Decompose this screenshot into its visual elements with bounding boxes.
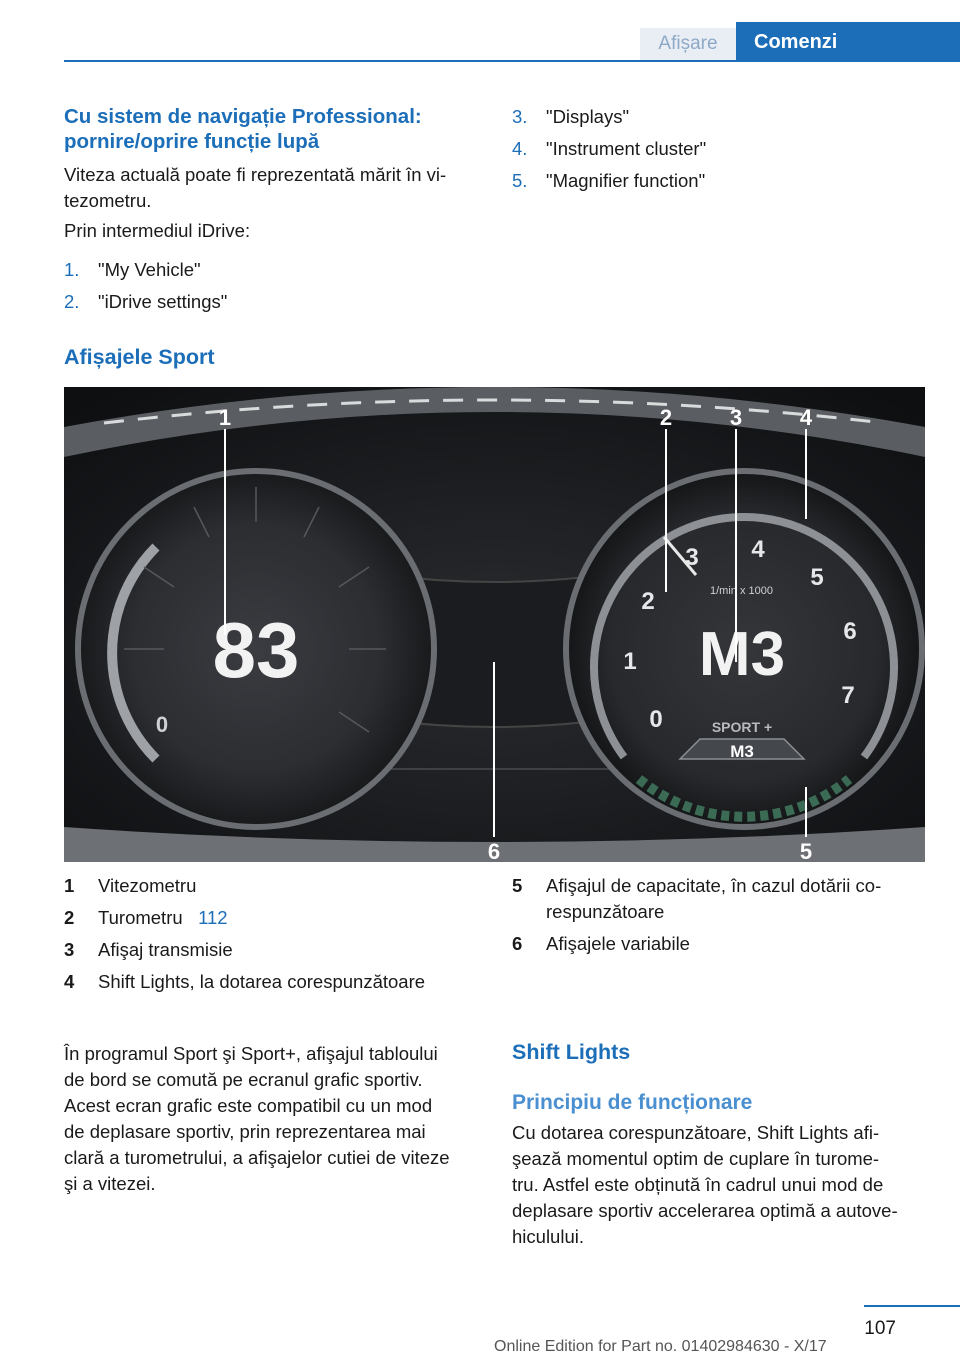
paragraph-line: În programul Sport şi Sport+, afişajul tabloului	[64, 1043, 438, 1064]
callout-5: 5	[799, 839, 813, 862]
legend-text: Afişaj transmisie	[98, 939, 233, 960]
nav-paragraph-line1: Viteza actuală poate fi reprezentată mărit în vi‐	[64, 164, 447, 185]
shift-lights-heading: Shift Lights	[512, 1040, 631, 1064]
step-item	[64, 289, 227, 315]
paragraph-line: deplasare sportiv accelerarea optimă a autove‐	[512, 1200, 898, 1221]
legend-text-continued: respunzătoare	[546, 901, 665, 922]
step-number: 2.	[64, 291, 80, 312]
legend-text: Shift Lights, la dotarea corespunzătoare	[98, 971, 426, 992]
paragraph-line: Acest ecran grafic este compatibil cu un mod	[64, 1095, 433, 1116]
callout-3: 3	[729, 405, 743, 430]
step-number: 5.	[512, 170, 528, 191]
nav-heading-line1: Cu sistem de navigație Professional:	[64, 105, 422, 128]
paragraph-line: şează momentul optim de cuplare în turome‐	[512, 1148, 880, 1169]
legend-item	[64, 937, 233, 963]
callout-6: 6	[487, 839, 501, 862]
legend-item	[512, 931, 690, 957]
step-item	[512, 104, 629, 130]
legend-text: Afişajele variabile	[546, 933, 690, 954]
legend-item	[64, 905, 228, 931]
callout-2: 2	[659, 405, 673, 430]
tab-controls-label: Comenzi	[754, 31, 838, 53]
rpm-tick: 7	[841, 682, 855, 709]
nav-heading-line2: pornire/oprire funcție lupă	[64, 130, 320, 153]
rpm-tick: 4	[751, 536, 765, 563]
paragraph-line: de bord se comută pe ecranul grafic sportiv.	[64, 1069, 423, 1090]
step-text: "My Vehicle"	[98, 259, 201, 280]
paragraph-line: tru. Astfel este obținută în cadrul unui mod de	[512, 1174, 884, 1195]
legend-number: 4	[64, 971, 75, 992]
page-header	[0, 0, 960, 62]
edition-footer: Online Edition for Part no. 01402984630 - X/17	[494, 1338, 827, 1355]
nav-heading	[64, 104, 422, 154]
speed-readout: 83	[212, 606, 300, 694]
rpm-tick: 0	[649, 706, 663, 733]
step-number: 4.	[512, 138, 528, 159]
legend-text: Turometru	[98, 907, 183, 928]
gear-readout: M3	[698, 620, 786, 689]
rpm-tick: 1	[623, 648, 637, 675]
legend-text: Afişajul de capacitate, în cazul dotării co‐	[546, 875, 882, 896]
section-title: Afișajele Sport	[64, 345, 215, 369]
tab-controls[interactable]	[736, 22, 960, 62]
callout-1: 1	[218, 405, 232, 430]
drive-mode-label: SPORT +	[711, 719, 773, 735]
step-text: "Instrument cluster"	[546, 138, 707, 159]
legend-number: 6	[512, 933, 523, 954]
rpm-unit-label: 1/min x 1000	[710, 585, 773, 597]
page-reference-link[interactable]: 112	[198, 907, 228, 928]
rpm-tick: 2	[641, 588, 655, 615]
paragraph-line: de deplasare sportiv, prin reprezentarea mai	[64, 1121, 426, 1142]
legend-number: 3	[64, 939, 75, 960]
tab-display[interactable]: Afișare	[640, 28, 736, 60]
legend-number: 2	[64, 907, 75, 928]
paragraph-line: clară a turometrului, a afişajelor cutiei de viteze	[64, 1147, 450, 1168]
step-item	[64, 257, 201, 283]
rpm-tick: 3	[685, 544, 699, 571]
legend-item	[64, 873, 196, 899]
principle-subheading: Principiu de funcționare	[512, 1091, 753, 1114]
step-text: "Magnifier function"	[546, 170, 706, 191]
nav-paragraph	[64, 162, 446, 214]
idrive-intro: Prin intermediul iDrive:	[64, 220, 251, 241]
header-rule	[64, 60, 960, 62]
shift-lights-paragraph	[512, 1120, 932, 1250]
sport-mode-paragraph	[64, 1041, 494, 1197]
legend-item	[64, 969, 425, 995]
legend-number: 5	[512, 875, 523, 896]
cluster-svg	[64, 387, 925, 862]
page-number: 107	[864, 1318, 896, 1339]
instrument-cluster-figure	[64, 387, 925, 862]
legend-number: 1	[64, 875, 75, 896]
step-item	[512, 136, 706, 162]
step-item	[512, 168, 705, 194]
step-text: "Displays"	[546, 106, 630, 127]
rpm-tick: 6	[843, 618, 857, 645]
rpm-tick: 5	[810, 564, 824, 591]
paragraph-line: hiculului.	[512, 1226, 584, 1247]
legend-text: Vitezometru	[98, 875, 197, 896]
paragraph-line: Cu dotarea corespunzătoare, Shift Lights afi‐	[512, 1122, 880, 1143]
nav-paragraph-line2: tezometru.	[64, 190, 152, 211]
speed-zero-label: 0	[155, 712, 169, 737]
paragraph-line: şi a vitezei.	[64, 1173, 156, 1194]
legend-item	[512, 873, 881, 899]
callout-4: 4	[799, 405, 813, 430]
step-number: 1.	[64, 259, 80, 280]
step-number: 3.	[512, 106, 528, 127]
step-text: "iDrive settings"	[98, 291, 228, 312]
mode-gear-readout: M3	[730, 742, 754, 761]
footer-rule	[864, 1305, 960, 1307]
